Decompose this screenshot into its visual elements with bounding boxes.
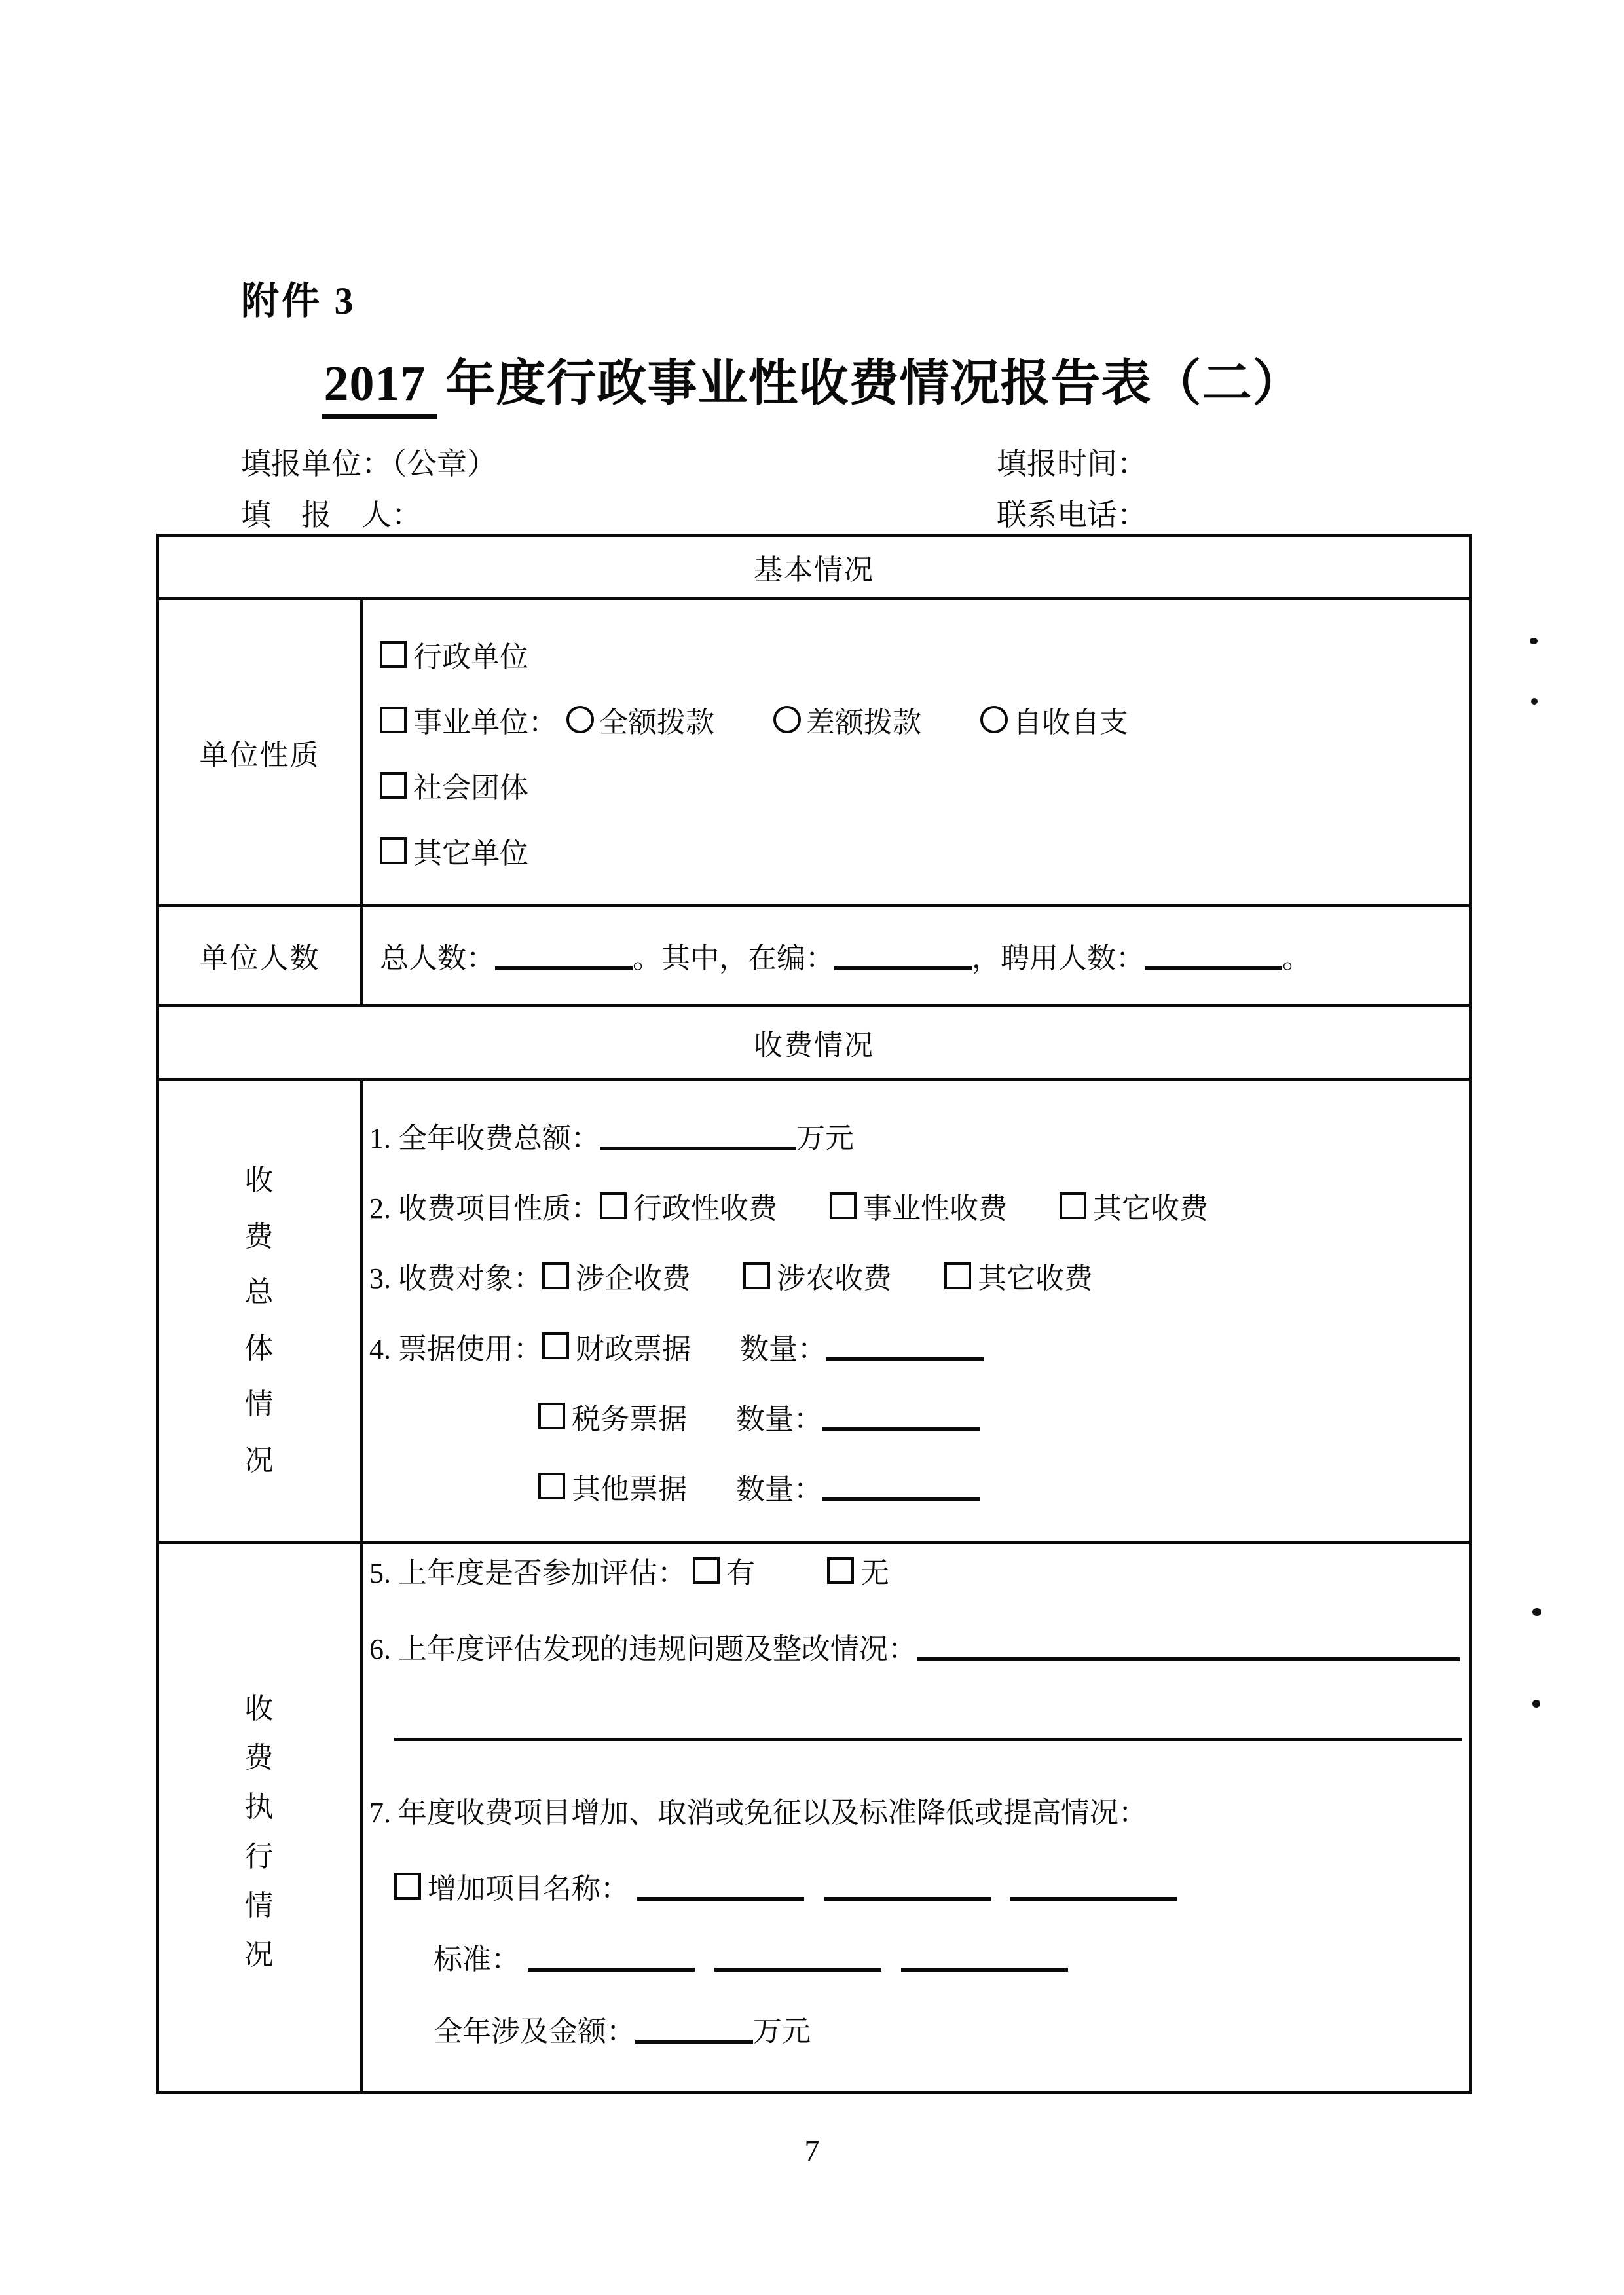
unit-headcount-line: 总人数： 。其中，在编： ，聘用人数： 。: [363, 907, 1469, 1004]
checkbox-icon[interactable]: [1060, 1192, 1086, 1219]
ticket-qty-blank[interactable]: [826, 1331, 984, 1361]
radio-icon[interactable]: [773, 706, 801, 733]
violation-rectification-blank-line2[interactable]: [394, 1738, 1462, 1741]
checkbox-icon[interactable]: [538, 1473, 565, 1499]
ticket-usage-line-1: 4. 票据使用： 财政票据 数量：: [369, 1325, 1469, 1367]
standard-blank[interactable]: [714, 1941, 881, 1972]
standard-blank[interactable]: [528, 1941, 695, 1972]
added-item-name-line: 增加项目名称：: [394, 1867, 1177, 1904]
option-other-unit: 其它单位: [380, 830, 1469, 872]
ticket-usage-line-2: 税务票据 数量：: [369, 1395, 1469, 1437]
report-form-table: [156, 534, 1472, 2094]
checkbox-icon[interactable]: [542, 1262, 569, 1289]
annual-fee-total-line: 1. 全年收费总额： 万元: [369, 1114, 1469, 1156]
fee-overview-row: [159, 1081, 1469, 1544]
checkbox-icon[interactable]: [380, 641, 407, 668]
standard-blank[interactable]: [901, 1941, 1068, 1972]
radio-icon[interactable]: [566, 706, 594, 733]
option-administrative-unit: 行政单位: [380, 633, 1469, 675]
checkbox-icon[interactable]: [693, 1557, 720, 1584]
standard-line: 标准：: [434, 1938, 1068, 1975]
scan-artifact-dot: [1531, 698, 1538, 705]
hired-count-blank[interactable]: [1145, 940, 1282, 970]
checkbox-icon[interactable]: [600, 1192, 627, 1219]
staffed-count-blank[interactable]: [834, 940, 972, 970]
added-item-name-blank[interactable]: [1010, 1871, 1177, 1901]
violation-rectification-line: 6. 上年度评估发现的违规问题及整改情况：: [369, 1628, 1469, 1664]
ticket-qty-blank[interactable]: [822, 1471, 980, 1501]
section-header-fee-info: [159, 1007, 1469, 1081]
section-header-basic-info-text: 基本情况: [754, 554, 874, 586]
checkbox-icon[interactable]: [394, 1873, 421, 1900]
fee-item-change-line: 7. 年度收费项目增加、取消或免征以及标准降低或提高情况：: [369, 1797, 1147, 1829]
total-count-blank[interactable]: [495, 940, 633, 970]
form-title: [0, 343, 1624, 419]
assessment-participation-line: 5. 上年度是否参加评估： 有 无: [369, 1557, 889, 1589]
reporting-person-label: 填 报 人：: [241, 498, 422, 532]
attachment-label: 附件 3: [241, 280, 356, 322]
section-header-fee-info-text: 收费情况: [754, 1029, 874, 1061]
checkbox-icon[interactable]: [830, 1192, 857, 1219]
checkbox-icon[interactable]: [827, 1557, 854, 1584]
title-text: 年度行政事业性收费情况报告表（二）: [445, 356, 1303, 411]
added-item-name-blank[interactable]: [824, 1871, 991, 1901]
scan-artifact-dot: [1530, 638, 1538, 644]
option-social-organization: 社会团体: [380, 764, 1469, 806]
fee-execution-row: [159, 1544, 1469, 2091]
checkbox-icon[interactable]: [743, 1262, 770, 1289]
unit-nature-label: 单位性质: [159, 600, 363, 904]
annual-fee-total-blank[interactable]: [600, 1120, 796, 1150]
checkbox-icon[interactable]: [944, 1262, 971, 1289]
unit-nature-row: [159, 600, 1469, 907]
reporting-unit-label: 填报单位：（公章）: [241, 447, 497, 481]
unit-headcount-row: [159, 907, 1469, 1007]
checkbox-icon[interactable]: [542, 1332, 569, 1359]
checkbox-icon[interactable]: [380, 772, 407, 799]
checkbox-icon[interactable]: [538, 1403, 565, 1429]
violation-rectification-blank[interactable]: [917, 1631, 1460, 1661]
fee-target-line: 3. 收费对象： 涉企收费 涉农收费 其它收费: [369, 1262, 1093, 1295]
scan-artifact-dot: [1532, 1608, 1541, 1616]
option-institution-unit: 事业单位： 全额拨款 差额拨款 自收自支: [380, 699, 1469, 741]
fee-overview-label: 收 费 总 体 情 况: [159, 1081, 363, 1541]
annual-amount-blank[interactable]: [635, 2013, 753, 2044]
added-item-name-blank[interactable]: [637, 1871, 804, 1901]
reporting-time-label: 填报时间：: [997, 447, 1147, 481]
section-header-basic-info: [159, 537, 1469, 600]
annual-amount-line: 全年涉及金额： 万元: [434, 2010, 811, 2047]
fee-execution-content: [363, 1544, 1469, 2091]
checkbox-icon[interactable]: [380, 707, 407, 733]
contact-phone-label: 联系电话：: [997, 498, 1147, 532]
fee-execution-label: 收 费 执 行 情 况: [159, 1544, 363, 2091]
fee-item-nature-line: 2. 收费项目性质： 行政性收费 事业性收费 其它收费: [369, 1192, 1208, 1225]
page-number: 7: [804, 2134, 820, 2167]
checkbox-icon[interactable]: [380, 837, 407, 864]
ticket-usage-line-3: 其他票据 数量：: [369, 1465, 1469, 1507]
ticket-qty-blank[interactable]: [822, 1401, 980, 1431]
unit-nature-options: [363, 600, 1469, 904]
radio-icon[interactable]: [980, 706, 1008, 733]
fee-overview-content: [363, 1081, 1469, 1541]
title-year-underlined: 2017: [322, 356, 437, 419]
scan-artifact-dot: [1532, 1700, 1540, 1708]
unit-headcount-label: 单位人数: [159, 907, 363, 1004]
